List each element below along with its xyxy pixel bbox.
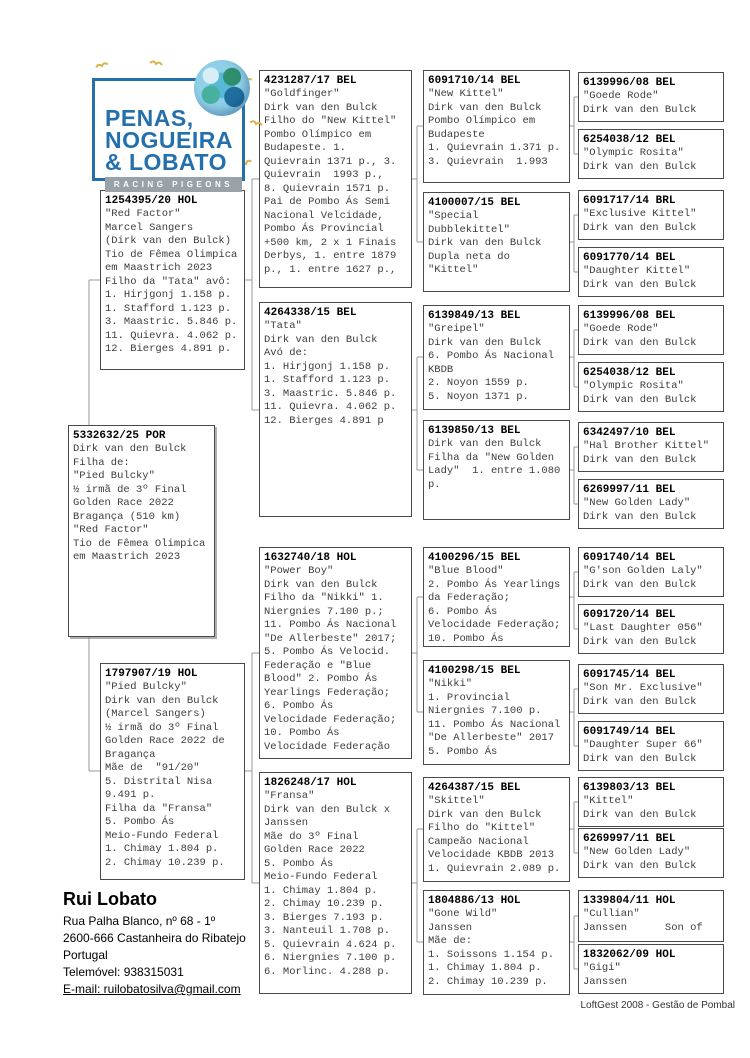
pedigree-details: "Olympic Rosita" Dirk van den Bulck <box>583 380 697 406</box>
pedigree-box <box>578 362 724 412</box>
ring-number: 4264387/15 BEL <box>428 782 521 794</box>
pedigree-box <box>259 302 412 517</box>
pedigree-box <box>259 772 412 994</box>
ring-number: 6091717/14 BRL <box>583 195 676 207</box>
pedigree-box <box>423 305 570 410</box>
pedigree-box <box>423 777 570 882</box>
ring-number: 6091770/14 BEL <box>583 252 676 264</box>
ring-number: 4264338/15 BEL <box>264 307 357 319</box>
ring-number: 6139803/13 BEL <box>583 782 676 794</box>
owner-contact-block <box>63 888 246 998</box>
pedigree-box <box>578 944 724 994</box>
ring-number: 6254038/12 BEL <box>583 134 676 146</box>
ring-number: 6091749/14 BEL <box>583 726 676 738</box>
ring-number: 6269997/11 BEL <box>583 484 676 496</box>
pedigree-box <box>423 192 570 292</box>
pedigree-details: "Daughter Kittel" Dirk van den Bulck <box>583 265 697 291</box>
pedigree-box <box>423 420 570 520</box>
pedigree-box <box>578 479 724 529</box>
logo-title: PENAS, NOGUEIRA & LOBATO <box>105 105 233 175</box>
pedigree-details: "Greipel" Dirk van den Bulck 6. Pombo Ás Nacional KBDB 2. Noyon 1559 p. 5. Noyon 1371 p. <box>428 323 555 403</box>
ring-number: 1797907/19 HOL <box>105 668 198 680</box>
ring-number: 4100298/15 BEL <box>428 665 521 677</box>
owner-name: Rui Lobato <box>63 889 157 909</box>
pedigree-box <box>578 305 724 355</box>
dam-box <box>100 663 245 880</box>
ring-number: 4100296/15 BEL <box>428 552 521 564</box>
pedigree-details: "New Golden Lady" Dirk van den Bulck <box>583 497 697 523</box>
owner-address-line1: Rua Palha Blanco, nº 68 - 1º <box>63 914 216 928</box>
ring-number: 6342497/10 BEL <box>583 427 676 439</box>
pedigree-details: "Goede Rode" Dirk van den Bulck <box>583 90 697 116</box>
pedigree-box <box>423 660 570 765</box>
pedigree-details: "Fransa" Dirk van den Bulck x Janssen Mãe do 3º Final Golden Race 2022 5. Pombo Ás Meio-Fundo Federal 1. Chimay 1.804 p. 2. Chimay 10.239 p. 3. Bierges 7.193 p. 3. Nanteuil 1.708 p. 5. Quievrain 4.624 p. 6. Niergnies 7.100 p. 6. Morlinc. 4.288 p. <box>264 790 397 978</box>
ring-number: 6139996/08 BEL <box>583 77 676 89</box>
ring-number: 6091710/14 BEL <box>428 75 521 87</box>
ring-number: 1254395/20 HOL <box>105 195 198 207</box>
pedigree-details: "Skittel" Dirk van den Bulck Filho do "Kittel" Campeão Nacional Velocidade KBDB 2013 1. Quievrain 2.089 p. <box>428 795 561 875</box>
ring-number: 1632740/18 HOL <box>264 552 357 564</box>
ring-number: 1339804/11 HOL <box>583 895 676 907</box>
pedigree-box <box>578 604 724 654</box>
pedigree-details: "Exclusive Kittel" Dirk van den Bulck <box>583 208 697 234</box>
pedigree-details: "New Kittel" Dirk van den Bulck Pombo Olímpico em Budapeste 1. Quievrain 1.371 p. 3. Quievrain 1.993 <box>428 88 561 168</box>
owner-phone: Telemóvel: 938315031 <box>63 965 184 979</box>
ring-number: 6269997/11 BEL <box>583 833 676 845</box>
ring-number: 6139850/13 BEL <box>428 425 521 437</box>
pedigree-details: "Olympic Rosita" Dirk van den Bulck <box>583 147 697 173</box>
pedigree-details: "Goldfinger" Dirk van den Bulck Filho do "New Kittel" Pombo Olímpico em Budapeste. 1. Quievrain 1371 p., 3. Quievrain 1993 p., 8. Quievrain 1571 p. Pai de Pombo Ás Semi Nacional Velcidade, Pombo Ás Provincial +500 km, 2 x 1 Finais Derbys, 1. entre 1879 p., 1. entre 1627 p., <box>264 88 397 276</box>
ring-number: 6139849/13 BEL <box>428 310 521 322</box>
pedigree-box <box>259 547 412 759</box>
pedigree-box <box>578 777 724 827</box>
owner-address-line3: Portugal <box>63 948 108 962</box>
ring-number: 6091720/14 BEL <box>583 609 676 621</box>
pedigree-details: "Goede Rode" Dirk van den Bulck <box>583 323 697 349</box>
pedigree-box <box>423 70 570 183</box>
pedigree-box <box>578 828 724 878</box>
software-credit: LoftGest 2008 - Gestão de Pombal <box>580 1000 735 1011</box>
pedigree-details: "Red Factor" Marcel Sangers (Dirk van den Bulck) Tio de Fêmea Olimpica em Maastrich 2023 Filho da "Tata" avô: 1. Hirjgonj 1.158 p. 1. Stafford 1.123 p. 3. Maastric. 5.846 p. 11. Quievra. 4.062 p. 12. Bierges 4.891 p. <box>105 208 238 355</box>
owner-email-link[interactable]: E-mail: ruilobatosilva@gmail.com <box>63 982 241 996</box>
pedigree-details: "Cullian" Janssen Son of <box>583 908 703 934</box>
pedigree-details: "Gigi" Janssen <box>583 962 628 988</box>
pedigree-box <box>423 890 570 995</box>
pedigree-details: "Tata" Dirk van den Bulck Avó de: 1. Hirjgonj 1.158 p. 1. Stafford 1.123 p. 3. Maastric. 5.846 p. 11. Quievra. 4.062 p. 12. Bierges 4.891 p <box>264 320 397 427</box>
ring-number: 1826248/17 HOL <box>264 777 357 789</box>
pedigree-box <box>578 721 724 771</box>
pedigree-details: "Daughter Super 66" Dirk van den Bulck <box>583 739 703 765</box>
subject-box <box>68 425 215 637</box>
pedigree-box <box>578 547 724 597</box>
pedigree-details: Dirk van den Bulck Filha de: "Pied Bulcky" ½ irmã de 3º Final Golden Race 2022 Bragança (510 km) "Red Factor" Tio de Fêmea Olimpica em Maastrich 2023 <box>73 443 206 563</box>
pedigree-details: "New Golden Lady" Dirk van den Bulck <box>583 846 697 872</box>
loft-logo <box>90 60 265 190</box>
ring-number: 4231287/17 BEL <box>264 75 357 87</box>
pedigree-details: "Kittel" Dirk van den Bulck <box>583 795 697 821</box>
pedigree-box <box>578 422 724 472</box>
pedigree-details: Dirk van den Bulck Filha da "New Golden Lady" 1. entre 1.080 p. <box>428 438 561 491</box>
globe-icon <box>194 60 250 116</box>
ring-number: 1804886/13 HOL <box>428 895 521 907</box>
pedigree-details: "Hal Brother Kittel" Dirk van den Bulck <box>583 440 710 466</box>
pedigree-details: "Son Mr. Exclusive" Dirk van den Bulck <box>583 682 703 708</box>
pedigree-box <box>578 247 724 297</box>
pedigree-details: "Last Daughter 056" Dirk van den Bulck <box>583 622 703 648</box>
logo-banner: RACING PIGEONS <box>105 177 242 192</box>
pedigree-details: "Power Boy" Dirk van den Bulck Filho da "Nikki" 1. Niergnies 7.100 p.; 11. Pombo Ás Nacional "De Allerbeste" 2017; 5. Pombo Ás Velocid. Federação e "Blue Blood" 2. Pombo Ás Yearlings Federação; 6. Pombo Ás Velocidade Federação; 10. Pombo Ás Velocidade Federação <box>264 565 397 753</box>
pedigree-details: "Blue Blood" 2. Pombo Ás Yearlings da Federação; 6. Pombo Ás Velocidade Federação; 10. Pombo Ás <box>428 565 561 645</box>
pedigree-box <box>259 70 412 288</box>
ring-number: 4100007/15 BEL <box>428 197 521 209</box>
ring-number: 5332632/25 POR <box>73 430 166 442</box>
ring-number: 6091740/14 BEL <box>583 552 676 564</box>
pedigree-box <box>578 190 724 240</box>
ring-number: 6254038/12 BEL <box>583 367 676 379</box>
pedigree-box <box>578 664 724 714</box>
pedigree-box <box>423 547 570 647</box>
ring-number: 6139996/08 BEL <box>583 310 676 322</box>
pedigree-box <box>578 890 724 942</box>
owner-address-line2: 2600-666 Castanheira do Ribatejo <box>63 931 246 945</box>
ring-number: 1832062/09 HOL <box>583 949 676 961</box>
sire-box <box>100 190 245 370</box>
pedigree-details: "Nikki" 1. Provincial Niergnies 7.100 p. 11. Pombo Ás Nacional "De Allerbeste" 2017 5. Pombo Ás <box>428 678 561 758</box>
pedigree-details: "Pied Bulcky" Dirk van den Bulck (Marcel Sangers) ½ irmã do 3º Final Golden Race 2022 de Bragança Mãe de "91/20" 5. Distrital Nisa 9.491 p. Filha da "Fransa" 5. Pombo Ás Meio-Fundo Federal 1. Chimay 1.804 p. 2. Chimay 10.239 p. <box>105 681 225 869</box>
pedigree-box <box>578 129 724 179</box>
ring-number: 6091745/14 BEL <box>583 669 676 681</box>
pedigree-details: "Special Dubblekittel" Dirk van den Bulck Dupla neta do "Kittel" <box>428 210 542 276</box>
pedigree-box <box>578 72 724 122</box>
pedigree-details: "G'son Golden Laly" Dirk van den Bulck <box>583 565 703 591</box>
pedigree-details: "Gone Wild" Janssen Mãe de: 1. Soissons 1.154 p. 1. Chimay 1.804 p. 2. Chimay 10.239 p. <box>428 908 555 988</box>
